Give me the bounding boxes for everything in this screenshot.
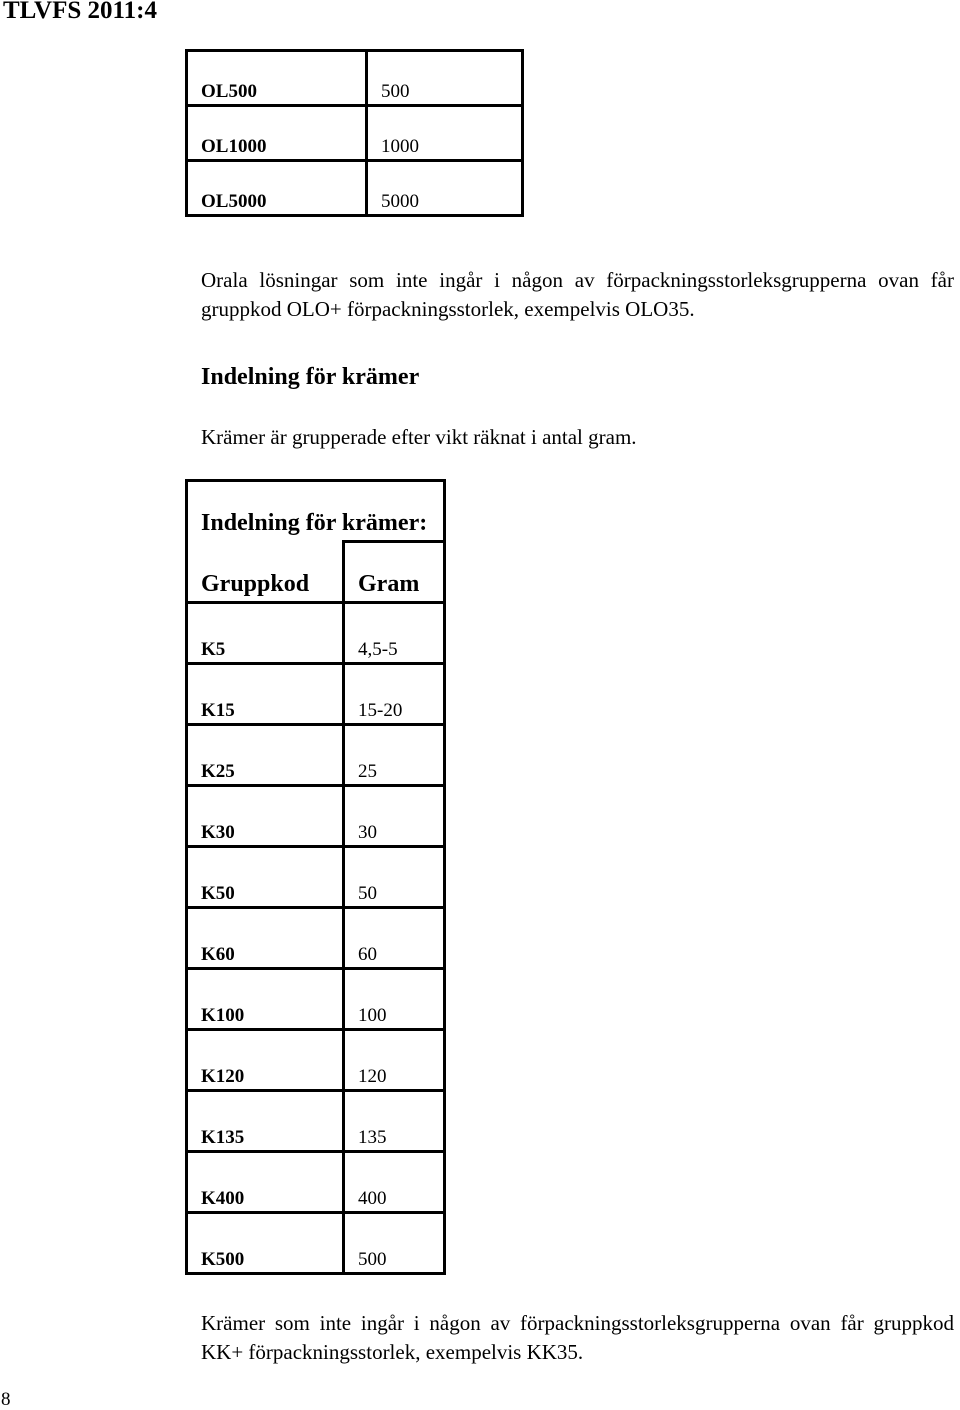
group-code-cell: OL1000 bbox=[187, 106, 367, 161]
group-code-cell: K135 bbox=[187, 1091, 344, 1152]
table-row bbox=[187, 1030, 445, 1091]
table-caption-row bbox=[187, 481, 445, 542]
creams-table bbox=[185, 479, 446, 1275]
gram-cell: 120 bbox=[344, 1030, 445, 1091]
table-row bbox=[187, 969, 445, 1030]
gram-cell: 15-20 bbox=[344, 664, 445, 725]
package-size-cell: 5000 bbox=[367, 161, 523, 216]
column-header-group-code: Gruppkod bbox=[187, 542, 344, 603]
group-code-cell: OL5000 bbox=[187, 161, 367, 216]
table-row bbox=[187, 725, 445, 786]
gram-cell: 100 bbox=[344, 969, 445, 1030]
group-code-cell: K5 bbox=[187, 603, 344, 664]
group-code-cell: K100 bbox=[187, 969, 344, 1030]
table-row bbox=[187, 1213, 445, 1274]
gram-cell: 50 bbox=[344, 847, 445, 908]
group-code-cell: K500 bbox=[187, 1213, 344, 1274]
oral-solutions-paragraph: Orala lösningar som inte ingår i någon av förpackningsstorleksgrupperna ovan får gruppkod OLO+ förpackningsstorlek, exempelvis OLO35. bbox=[201, 268, 954, 321]
gram-cell: 60 bbox=[344, 908, 445, 969]
table-row bbox=[187, 51, 523, 106]
section-heading: Indelning för krämer bbox=[201, 364, 420, 390]
group-code-cell: K25 bbox=[187, 725, 344, 786]
group-code-cell: OL500 bbox=[187, 51, 367, 106]
package-size-cell: 500 bbox=[367, 51, 523, 106]
page-number: 8 bbox=[1, 1389, 11, 1410]
table-row bbox=[187, 106, 523, 161]
table-row bbox=[187, 786, 445, 847]
gram-cell: 500 bbox=[344, 1213, 445, 1274]
table-row bbox=[187, 1091, 445, 1152]
group-code-cell: K120 bbox=[187, 1030, 344, 1091]
oral-solutions-table bbox=[185, 49, 524, 217]
table-header-row bbox=[187, 542, 445, 603]
gram-cell: 4,5-5 bbox=[344, 603, 445, 664]
table-row bbox=[187, 664, 445, 725]
gram-cell: 135 bbox=[344, 1091, 445, 1152]
creams-intro-paragraph: Krämer är grupperade efter vikt räknat i antal gram. bbox=[201, 425, 637, 449]
document-header: TLVFS 2011:4 bbox=[3, 0, 157, 24]
gram-cell: 25 bbox=[344, 725, 445, 786]
group-code-cell: K30 bbox=[187, 786, 344, 847]
table-row bbox=[187, 847, 445, 908]
table-caption: Indelning för krämer: bbox=[187, 481, 445, 542]
table-row bbox=[187, 1152, 445, 1213]
gram-cell: 30 bbox=[344, 786, 445, 847]
group-code-cell: K50 bbox=[187, 847, 344, 908]
package-size-cell: 1000 bbox=[367, 106, 523, 161]
group-code-cell: K400 bbox=[187, 1152, 344, 1213]
creams-footer-paragraph: Krämer som inte ingår i någon av förpackningsstorleksgrupperna ovan får gruppkod KK+ förpackningsstorlek, exempelvis KK35. bbox=[201, 1311, 954, 1364]
column-header-gram: Gram bbox=[344, 542, 445, 603]
group-code-cell: K15 bbox=[187, 664, 344, 725]
table-row bbox=[187, 161, 523, 216]
table-row bbox=[187, 908, 445, 969]
gram-cell: 400 bbox=[344, 1152, 445, 1213]
table-row bbox=[187, 603, 445, 664]
group-code-cell: K60 bbox=[187, 908, 344, 969]
